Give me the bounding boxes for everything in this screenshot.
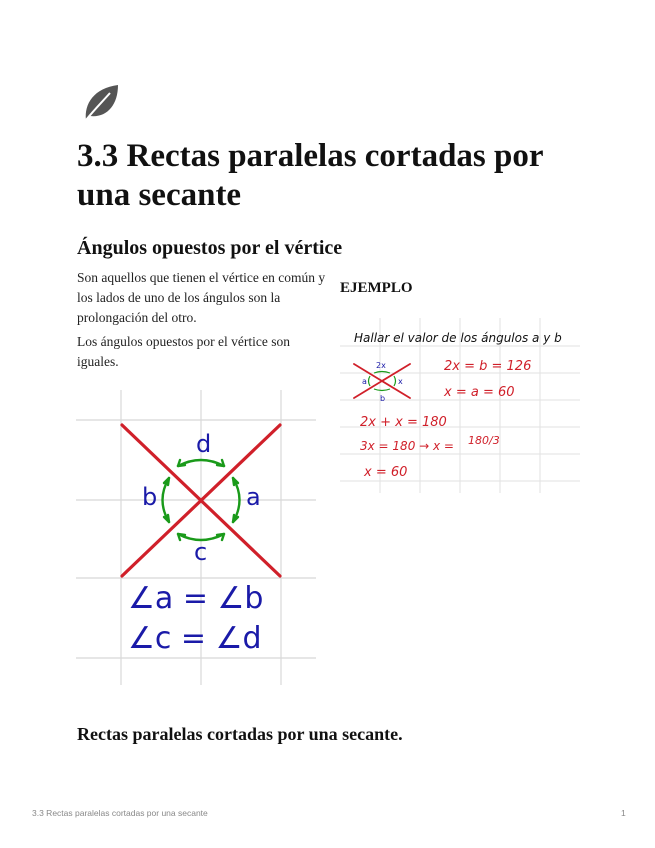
property-paragraph: Los ángulos opuestos por el vértice son iguales. — [77, 334, 290, 369]
example-label-a: a — [362, 377, 367, 386]
leaf-icon — [80, 82, 122, 122]
example-label-x: x — [398, 377, 403, 386]
equation-c-d: ∠c = ∠d — [128, 621, 262, 656]
section-title: Ángulos opuestos por el vértice — [77, 237, 343, 259]
angle-label-c: c — [194, 538, 208, 566]
example-heading: EJEMPLO — [340, 280, 413, 296]
definition-paragraph: Son aquellos que tienen el vértice en común y los lados de uno de los ángulos son la prolongación del otro. — [77, 270, 326, 325]
example-eq5: x = 60 — [364, 465, 408, 480]
angle-label-a: a — [246, 483, 261, 511]
angle-label-b: b — [142, 483, 158, 511]
example-eq2: x = a = 60 — [444, 385, 515, 400]
example-eq1: 2x = b = 126 — [444, 359, 532, 374]
example-label-b: b — [380, 394, 386, 403]
example-eq4-fraction: 180/3 — [468, 434, 500, 447]
page-title: 3.3 Rectas paralelas cortadas por una secante — [77, 138, 543, 213]
example-label-2x: 2x — [376, 361, 386, 370]
example-eq4: 3x = 180 → x = — [360, 439, 454, 453]
vertical-angles-figure — [76, 390, 316, 685]
angle-label-d: d — [196, 430, 212, 458]
example-eq3: 2x + x = 180 — [360, 415, 447, 430]
page-number: 1 — [621, 808, 626, 818]
example-figure — [340, 318, 580, 493]
footer-title: 3.3 Rectas paralelas cortadas por una secante — [32, 808, 208, 818]
equation-a-b: ∠a = ∠b — [128, 581, 264, 616]
example-prompt: Hallar el valor de los ángulos a y b — [354, 331, 562, 345]
subsection-title: Rectas paralelas cortadas por una secante. — [77, 724, 403, 744]
